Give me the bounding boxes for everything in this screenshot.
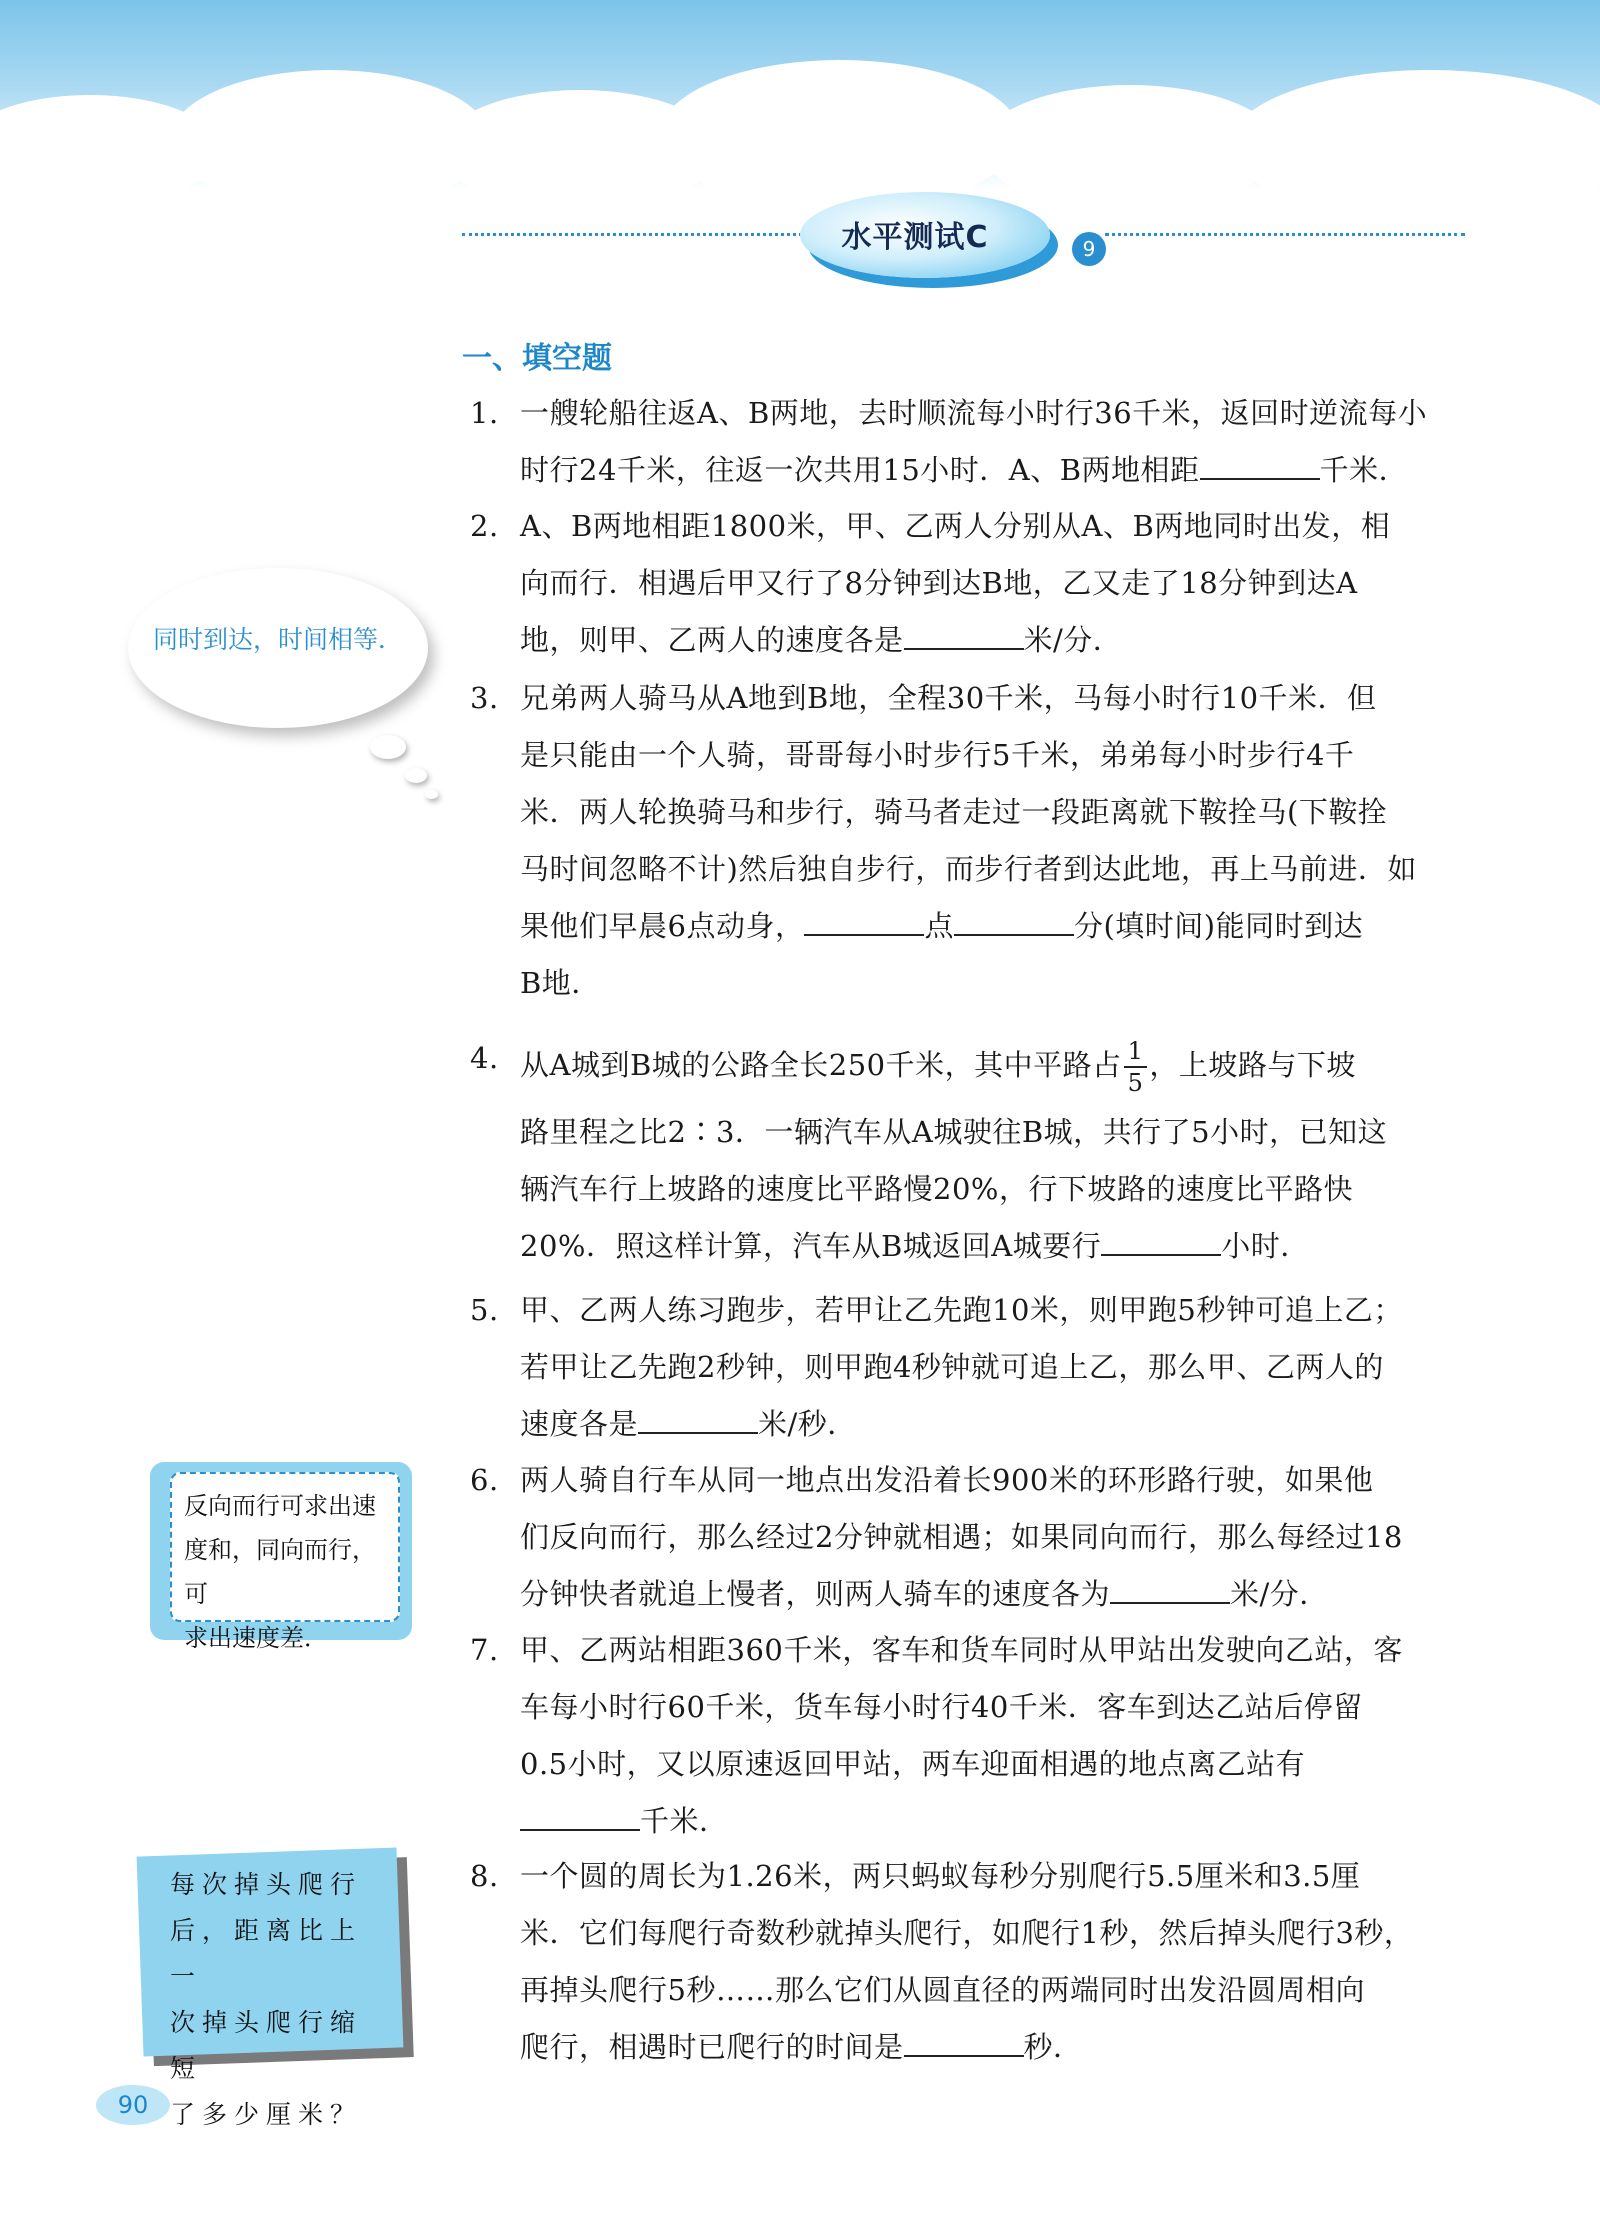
page-number: 90 [96, 2085, 170, 2125]
tip-note-line: 次掉头爬行缩短 [170, 2008, 363, 2083]
question-line: 辆汽车行上坡路的速度比平路慢20%，行下坡路的速度比平路快 [520, 1172, 1353, 1206]
question-text: 速度各是 [520, 1407, 639, 1441]
question-number: 7. [470, 1633, 499, 1667]
question-5 [470, 1282, 1470, 1453]
question-line [470, 1218, 1470, 1275]
question-line [470, 2019, 1470, 2076]
cloud-tail-dot [370, 735, 406, 759]
question-line: 甲、乙两人练习跑步，若甲让乙先跑10米，则甲跑5秒钟可追上乙； [520, 1293, 1403, 1327]
question-text: 20%．照这样计算，汽车从B城返回A城要行 [520, 1229, 1102, 1263]
question-number: 3. [470, 681, 499, 715]
question-text: 分钟快者就追上慢者，则两人骑车的速度各为 [520, 1577, 1111, 1611]
question-line [470, 1030, 1470, 1100]
question-8 [470, 1848, 1470, 2076]
answer-blank[interactable] [1101, 1230, 1221, 1256]
question-line [470, 1793, 1470, 1850]
question-line: A、B两地相距1800米，甲、乙两人分别从A、B两地同时出发，相 [520, 509, 1391, 543]
question-line: 甲、乙两站相距360千米，客车和货车同时从甲站出发驶向乙站，客 [520, 1633, 1403, 1667]
cloud-tail-dot [425, 790, 438, 799]
cloud-tail-dot [405, 768, 427, 783]
question-3 [470, 670, 1470, 1012]
question-text: 米/分． [1023, 623, 1123, 657]
question-line: 们反向而行，那么经过2分钟就相遇；如果同向而行，那么每经过18 [520, 1520, 1403, 1554]
question-text: 千米． [1319, 453, 1409, 487]
header-dotted-rule-left [462, 233, 802, 236]
fraction-denominator: 5 [1127, 1069, 1144, 1097]
question-text: 果他们早晨6点动身， [520, 909, 805, 943]
question-text: 地，则甲、乙两人的速度各是 [520, 623, 904, 657]
question-number: 4. [470, 1041, 499, 1075]
page-title: 水平测试C [841, 220, 989, 255]
fraction [1124, 1036, 1148, 1098]
question-line [470, 442, 1470, 499]
question-line [470, 898, 1470, 955]
question-line: 两人骑自行车从同一地点出发沿着长900米的环形路行驶，如果他 [520, 1463, 1374, 1497]
question-line [470, 1566, 1470, 1623]
question-text: 小时． [1221, 1229, 1310, 1263]
question-line: 若甲让乙先跑2秒钟，则甲跑4秒钟就可追上乙，那么甲、乙两人的 [520, 1350, 1384, 1384]
answer-blank[interactable] [904, 624, 1024, 650]
question-text: 爬行，相遇时已爬行的时间是 [520, 2030, 904, 2064]
question-7 [470, 1622, 1470, 1850]
question-text: 米/秒． [758, 1407, 857, 1441]
answer-blank[interactable] [904, 2031, 1024, 2057]
question-number: 1. [470, 396, 499, 430]
question-text: 时行24千米，往返一次共用15小时．A、B两地相距 [520, 453, 1200, 487]
question-line: 路里程之比2∶3．一辆汽车从A城驶往B城，共行了5小时，已知这 [520, 1115, 1388, 1149]
question-text: ，上坡路与下坡 [1149, 1048, 1356, 1082]
tip-box-line: 度和，同向而行，可 [184, 1536, 376, 1608]
answer-blank[interactable] [520, 1805, 640, 1831]
tip-box-line: 求出速度差． [184, 1624, 328, 1652]
question-line: 马时间忽略不计)然后独自步行，而步行者到达此地，再上马前进．如 [520, 852, 1417, 886]
tip-note-line: 后，距离比上一 [170, 1916, 363, 1991]
chapter-number: 9 [1072, 232, 1106, 266]
question-text: 点 [924, 909, 954, 943]
answer-blank[interactable] [1200, 454, 1320, 480]
tip-note [170, 1862, 390, 2138]
question-line: 一个圆的周长为1.26米，两只蚂蚁每秒分别爬行5.5厘米和3.5厘 [520, 1859, 1361, 1893]
question-2 [470, 498, 1470, 669]
question-line: 再掉头爬行5秒……那么它们从圆直径的两端同时出发沿圆周相向 [520, 1973, 1365, 2007]
tip-cloud-text: 同时到达，时间相等． [152, 625, 403, 654]
answer-blank-minute[interactable] [954, 910, 1074, 936]
question-1 [470, 385, 1470, 499]
question-text: 从A城到B城的公路全长250千米，其中平路占 [520, 1048, 1122, 1082]
question-text: 秒． [1023, 2030, 1083, 2064]
tip-box [170, 1472, 400, 1652]
question-4 [470, 1030, 1470, 1275]
tip-note-line: 每次掉头爬行 [170, 1870, 363, 1899]
question-6 [470, 1452, 1470, 1623]
answer-blank-hour[interactable] [804, 910, 924, 936]
question-text: 千米． [640, 1804, 729, 1838]
answer-blank[interactable] [1110, 1578, 1230, 1604]
question-line [470, 1396, 1470, 1453]
question-line: 向而行．相遇后甲又行了8分钟到达B地，乙又走了18分钟到达A [520, 566, 1358, 600]
question-line: 车每小时行60千米，货车每小时行40千米．客车到达乙站后停留 [520, 1690, 1363, 1724]
fraction-numerator: 1 [1124, 1036, 1148, 1068]
question-number: 6. [470, 1463, 499, 1497]
question-number: 5. [470, 1293, 499, 1327]
question-line: 米．两人轮换骑马和步行，骑马者走过一段距离就下鞍拴马(下鞍拴 [520, 795, 1388, 829]
answer-blank[interactable] [638, 1408, 758, 1434]
question-text: 分(填时间)能同时到达 [1073, 909, 1364, 943]
question-line: 是只能由一个人骑，哥哥每小时步行5千米，弟弟每小时步行4千 [520, 738, 1355, 772]
cloud-decoration [660, 60, 1020, 210]
question-line: 米．它们每爬行奇数秒就掉头爬行，如爬行1秒，然后掉头爬行3秒， [520, 1916, 1414, 1950]
cloud-decoration [1230, 70, 1600, 220]
tip-note-line: 了多少厘米？ [170, 2100, 363, 2129]
tip-box-line: 反向而行可求出速 [184, 1492, 376, 1520]
question-number: 2. [470, 509, 499, 543]
question-line [470, 612, 1470, 669]
question-number: 8. [470, 1859, 499, 1893]
header-badge [800, 192, 1050, 278]
header-dotted-rule-right [1105, 233, 1465, 236]
question-line: 0.5小时，又以原速返回甲站，两车迎面相遇的地点离乙站有 [520, 1747, 1306, 1781]
question-text: 米/分． [1230, 1577, 1329, 1611]
section-title: 一、填空题 [462, 341, 612, 376]
question-line: 一艘轮船往返A、B两地，去时顺流每小时行36千米，返回时逆流每小 [520, 396, 1428, 430]
question-line: B地． [520, 966, 601, 1000]
question-line: 兄弟两人骑马从A地到B地，全程30千米，马每小时行10千米．但 [520, 681, 1377, 715]
